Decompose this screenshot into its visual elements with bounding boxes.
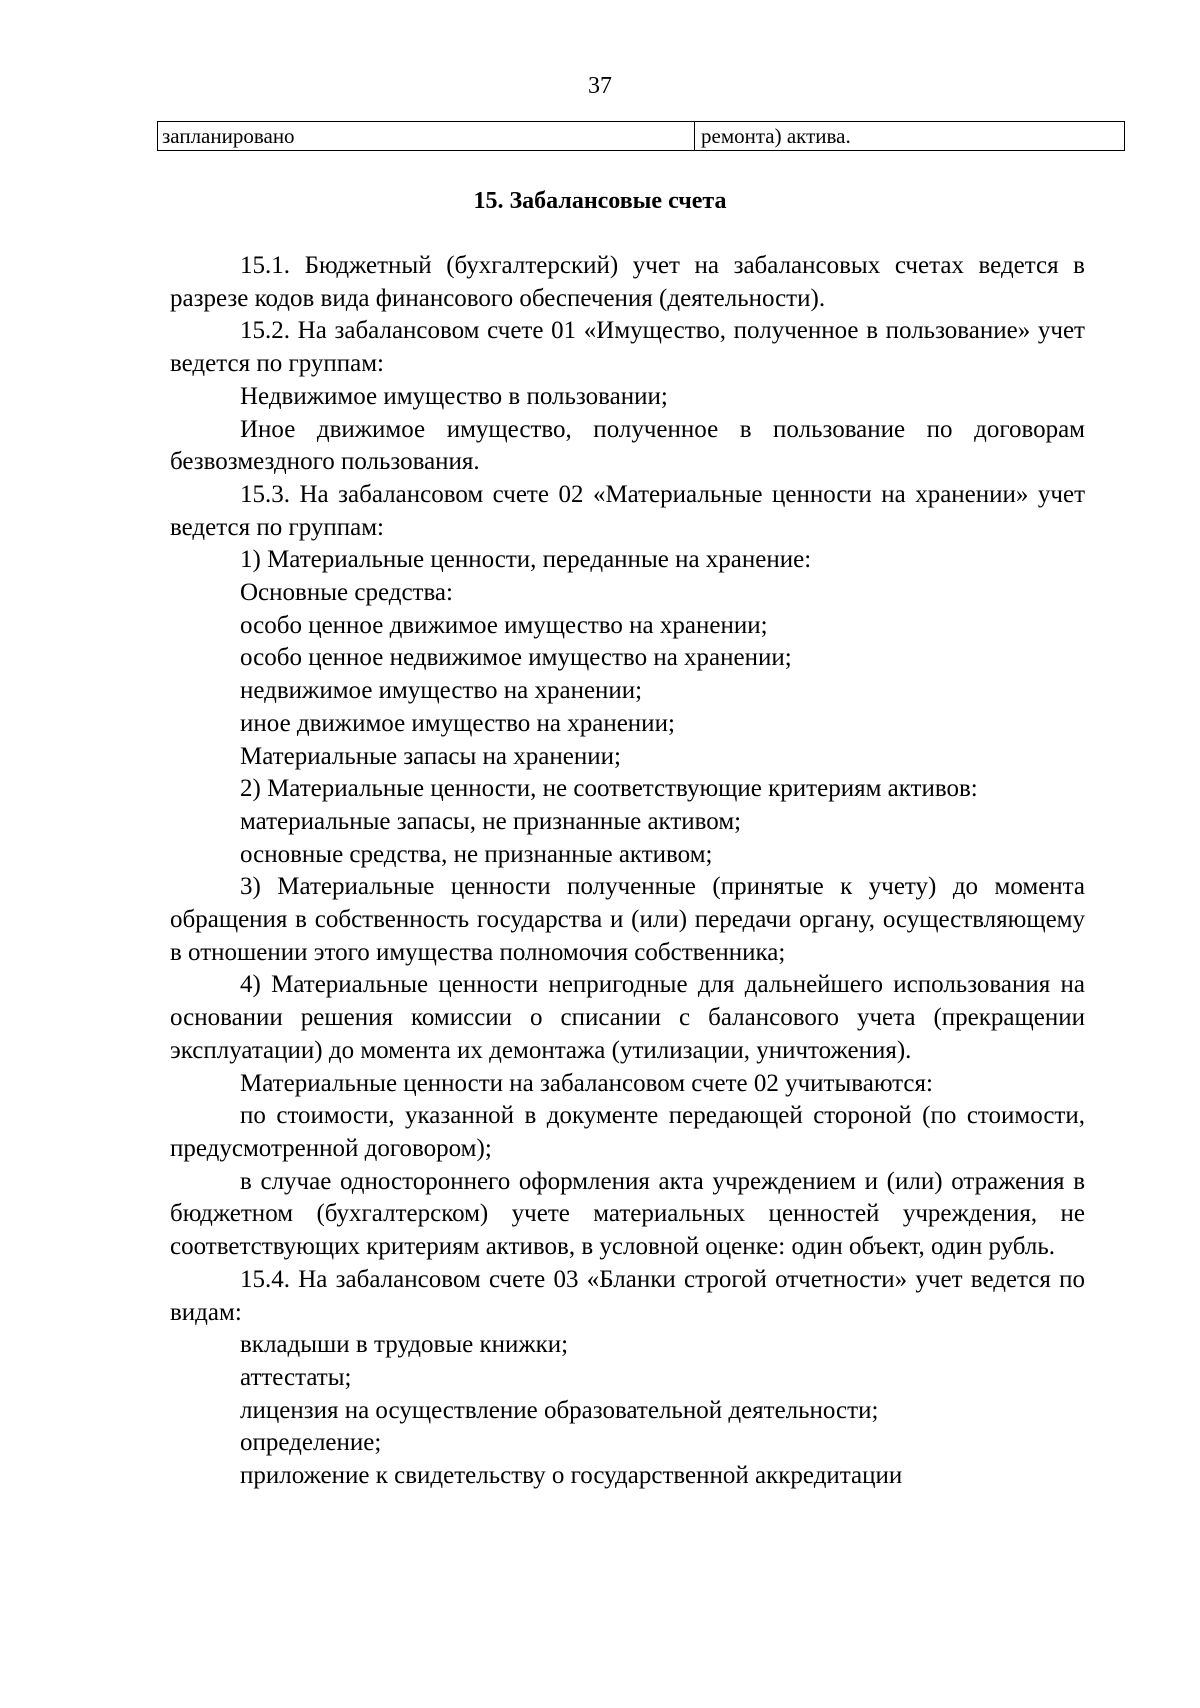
list-item: Недвижимое имущество в пользовании; — [240, 382, 668, 410]
list-item: лицензия на осуществление образовательной деятельности; — [240, 1396, 879, 1424]
list-item: по стоимости, указанной в документе передающей стороной (по стоимости, предусмотренной договором); — [170, 1102, 1085, 1162]
table-fragment — [157, 121, 1125, 151]
list-item: особо ценное движимое имущество на хранении; — [240, 611, 768, 639]
document-body — [170, 250, 1085, 1493]
list-item: Основные средства: — [240, 579, 453, 607]
page-number: 37 — [588, 73, 612, 99]
section-title: 15. Забалансовые счета — [473, 188, 727, 214]
list-item: определение; — [240, 1429, 382, 1457]
list-item: приложение к свидетельству о государственной аккредитации — [240, 1462, 903, 1490]
paragraph: Материальные ценности на забалансовом счете 02 учитываются: — [240, 1069, 933, 1097]
paragraph-15-3: 15.3. На забалансовом счете 02 «Материальные ценности на хранении» учет ведется по группам: — [170, 480, 1085, 541]
list-item: материальные запасы, не признанные активом; — [240, 807, 742, 835]
table-cell-right: ремонта) актива. — [701, 124, 851, 148]
list-item: иное движимое имущество на хранении; — [240, 709, 675, 737]
list-item: недвижимое имущество на хранении; — [240, 677, 643, 705]
list-item: 3) Материальные ценности полученные (принятые к учету) до момента обращения в собственность государства и (или) передачи органу, осуществляющему в отношении этого имущества полномочия собственника; — [170, 873, 1085, 966]
list-item: Иное движимое имущество, полученное в пользование по договорам безвозмездного пользования. — [170, 415, 1085, 476]
list-item: аттестаты; — [240, 1363, 352, 1391]
paragraph-15-2: 15.2. На забалансовом счете 01 «Имущество, полученное в пользование» учет ведется по группам: — [170, 317, 1085, 378]
list-item: 4) Материальные ценности непригодные для дальнейшего использования на основании решения комиссии о списании с балансового учета (прекращении эксплуатации) до момента их демонтажа (утилизации, уничтожения). — [170, 971, 1085, 1064]
paragraph-15-1: 15.1. Бюджетный (бухгалтерский) учет на забалансовых счетах ведется в разрезе кодов вида финансового обеспечения (деятельности). — [170, 252, 1085, 312]
list-item: в случае одностороннего оформления акта учреждением и (или) отражения в бюджетном (бухгалтерском) учете материальных ценностей учреждения, не соответствующих критериям активов, в условной оценке: один объект, один рубль. — [170, 1167, 1085, 1261]
list-item: Материальные запасы на хранении; — [240, 742, 621, 770]
list-item: 1) Материальные ценности, переданные на хранение: — [240, 546, 812, 574]
list-item: основные средства, не признанные активом; — [240, 840, 713, 868]
paragraph-15-4: 15.4. На забалансовом счете 03 «Бланки строгой отчетности» учет ведется по видам: — [170, 1265, 1085, 1326]
list-item: 2) Материальные ценности, не соответствующие критериям активов: — [240, 775, 978, 803]
list-item: вкладыши в трудовые книжки; — [240, 1331, 569, 1359]
table-cell-left: запланировано — [158, 122, 695, 150]
list-item: особо ценное недвижимое имущество на хранении; — [240, 644, 792, 672]
